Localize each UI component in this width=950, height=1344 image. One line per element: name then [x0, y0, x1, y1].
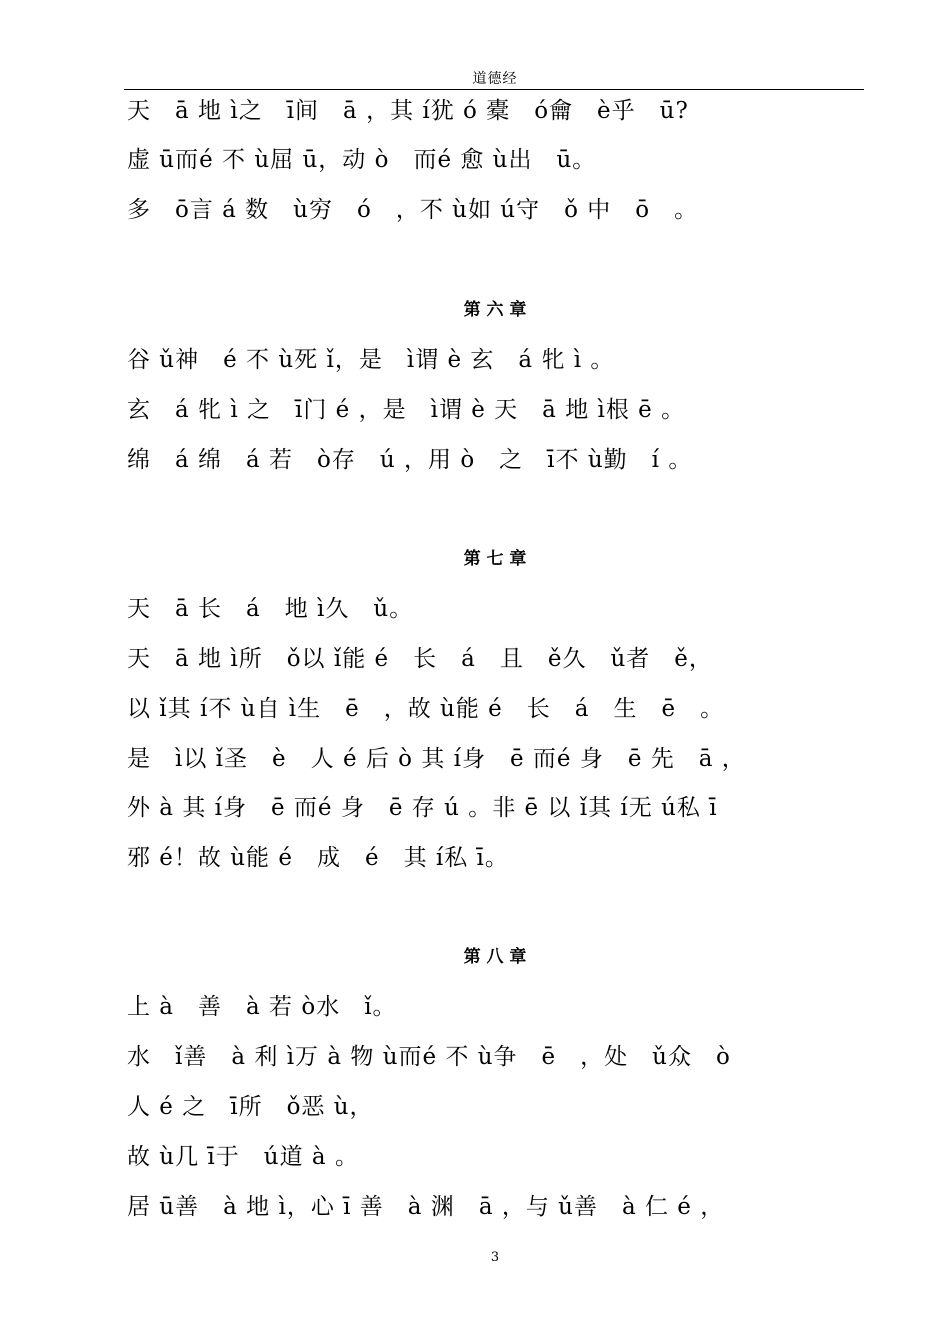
text-line: 以 ǐ其 í不 ù自 ì生 ē ，故 ù能 é 长 á 生 ē 。 [127, 696, 725, 722]
text-line: 外 à 其 í身 ē 而é 身 ē 存 ú 。非 ē 以 ǐ其 í无 ú私 ī [127, 795, 718, 821]
text-line: 邪 é！故 ù能 é 成 é 其 í私 ī。 [127, 845, 509, 871]
text-line: 天 ā 地 ì之 ī间 ā ，其 í犹 ó 橐 ó龠 è乎 ū? [127, 98, 689, 124]
text-line: 多 ō言 á 数 ù穷 ó ，不 ù如 ú守 ǒ 中 ō 。 [127, 197, 699, 223]
running-header-title: 道德经 [472, 71, 518, 87]
text-line: 人 é 之 ī所 ǒ恶 ù， [127, 1094, 374, 1120]
page-number: 3 [490, 1250, 500, 1265]
text-line: 绵 á 绵 á 若 ò存 ú ，用 ò 之 ī不 ù勤 í 。 [127, 447, 693, 473]
chapter-heading: 第 八 章 [463, 947, 527, 967]
text-line: 天 ā 长 á 地 ì久 ǔ。 [127, 596, 414, 622]
text-line: 是 ì以 ǐ圣 è 人 é 后 ò 其 í身 ē 而é 身 ē 先 ā ， [127, 746, 746, 772]
header-rule [124, 89, 864, 90]
chapter-heading: 第 七 章 [463, 549, 527, 569]
text-line: 上 à 善 à 若 ò水 ǐ。 [127, 994, 397, 1020]
text-line: 居 ū善 à 地 ì，心 ī 善 à 渊 ā ，与 ǔ善 à 仁 é ， [127, 1194, 725, 1220]
text-line: 故 ù几 ī于 ú道 à 。 [127, 1144, 359, 1170]
text-line: 玄 á 牝 ì 之 ī门 é ，是 ì谓 è 天 ā 地 ì根 ē 。 [127, 397, 686, 423]
chapter-heading: 第 六 章 [463, 300, 527, 320]
text-line: 谷 ǔ神 é 不 ù死 ǐ，是 ì谓 è 玄 á 牝 ì 。 [127, 347, 615, 373]
text-line: 虚 ū而é 不 ù屈 ū，动 ò 而é 愈 ù出 ū。 [127, 147, 597, 173]
text-line: 水 ǐ善 à 利 ì万 à 物 ù而é 不 ù争 ē ，处 ǔ众 ò [127, 1044, 731, 1070]
text-line: 天 ā 地 ì所 ǒ以 ǐ能 é 长 á 且 ě久 ǔ者 ě， [127, 646, 713, 672]
